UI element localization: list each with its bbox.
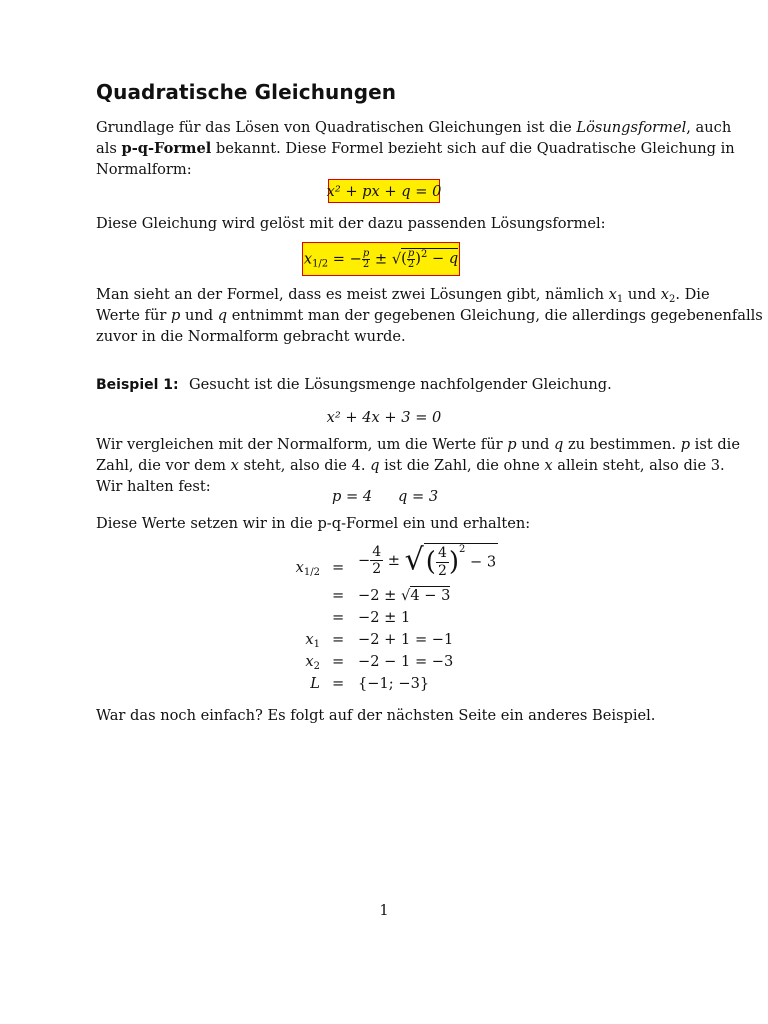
derivation-row5-lhs: $x_2$: [305, 653, 320, 672]
example-equation: x² + 4x + 3 = 0: [326, 409, 442, 426]
derivation-row5-rel: =: [332, 653, 345, 670]
comparison-line-2: Zahl, die vor dem x steht, also die 4. q ist die Zahl, die ohne x allein steht, also die 3.: [96, 457, 725, 474]
example-label: Beispiel 1:: [96, 377, 179, 393]
derivation-row3-rhs: −2 ± 1: [358, 609, 411, 626]
page-number: 1: [379, 902, 389, 919]
value-q: q = 3: [398, 488, 439, 505]
solve-sentence: Diese Gleichung wird gelöst mit der dazu passenden Lösungsformel:: [96, 215, 606, 232]
intro-line-3: Normalform:: [96, 161, 192, 178]
normal-form-box: [328, 179, 440, 203]
closing-sentence: War das noch einfach? Es folgt auf der nächsten Seite ein anderes Beispiel.: [96, 707, 656, 724]
page-title: Quadratische Gleichungen: [96, 80, 397, 104]
comparison-line-1: Wir vergleichen mit der Normalform, um die Werte für p und q zu bestimmen. p ist die: [96, 436, 740, 453]
intro-line-1: Grundlage für das Lösen von Quadratischen Gleichungen ist die Lösungsformel, auch: [96, 119, 732, 136]
derivation-row1-rhs: − $\frac{4}{2}$ ± √( $\frac{4}{2}$ )$^2$ − 3: [358, 542, 497, 579]
example-task: Gesucht ist die Lösungsmenge nachfolgender Gleichung.: [189, 376, 612, 393]
comparison-paragraph: [96, 434, 740, 497]
derivation-row4-rel: =: [332, 631, 345, 648]
derivation-row3-rel: =: [332, 609, 345, 626]
insert-sentence: Diese Werte setzen wir in die p-q-Formel ein und erhalten:: [96, 515, 531, 532]
derivation-row5-rhs: −2 − 1 = −3: [358, 653, 454, 670]
solutions-line-2: Werte für p und q entnimmt man der gegebenen Gleichung, die allerdings gegebenenfalls: [96, 307, 763, 324]
derivation-row6-rel: =: [332, 675, 345, 692]
square-root-symbol: √: [404, 542, 424, 578]
derivation-row6-lhs: L: [310, 675, 320, 692]
solutions-line-1: Man sieht an der Formel, dass es meist zwei Lösungen gibt, nämlich $x_1$ und $x_2$. Die: [96, 286, 710, 305]
solutions-line-3: zuvor in die Normalform gebracht wurde.: [96, 328, 406, 345]
square-root-symbol: √: [401, 587, 411, 604]
value-p: p = 4: [332, 488, 373, 505]
intro-line-2: als p-q-Formel bekannt. Diese Formel bezieht sich auf die Quadratische Gleichung in: [96, 140, 735, 157]
pq-formula: $x_{1/2}$ = − $\frac{p}{2}$ ± √( $\frac{p}{2}$ )$^2$ − q: [303, 247, 459, 270]
derivation-row2-rhs: −2 ± √4 − 3: [358, 587, 451, 604]
square-root-symbol: √: [391, 250, 402, 267]
derivation-row4-rhs: −2 + 1 = −1: [358, 631, 454, 648]
derivation-row1-lhs: $x_{1/2}$: [295, 559, 320, 578]
solutions-paragraph: [96, 284, 763, 347]
normal-form-equation: x² + px + q = 0: [326, 182, 442, 200]
derivation-row2-rel: =: [332, 587, 345, 604]
pq-formula-box: [302, 242, 460, 276]
comparison-line-3: Wir halten fest:: [96, 478, 211, 495]
intro-paragraph: [96, 117, 735, 180]
derivation-row1-rel: =: [332, 559, 345, 576]
derivation-row4-lhs: $x_1$: [305, 631, 320, 650]
derivation-row6-rhs: {−1; −3}: [358, 675, 430, 692]
